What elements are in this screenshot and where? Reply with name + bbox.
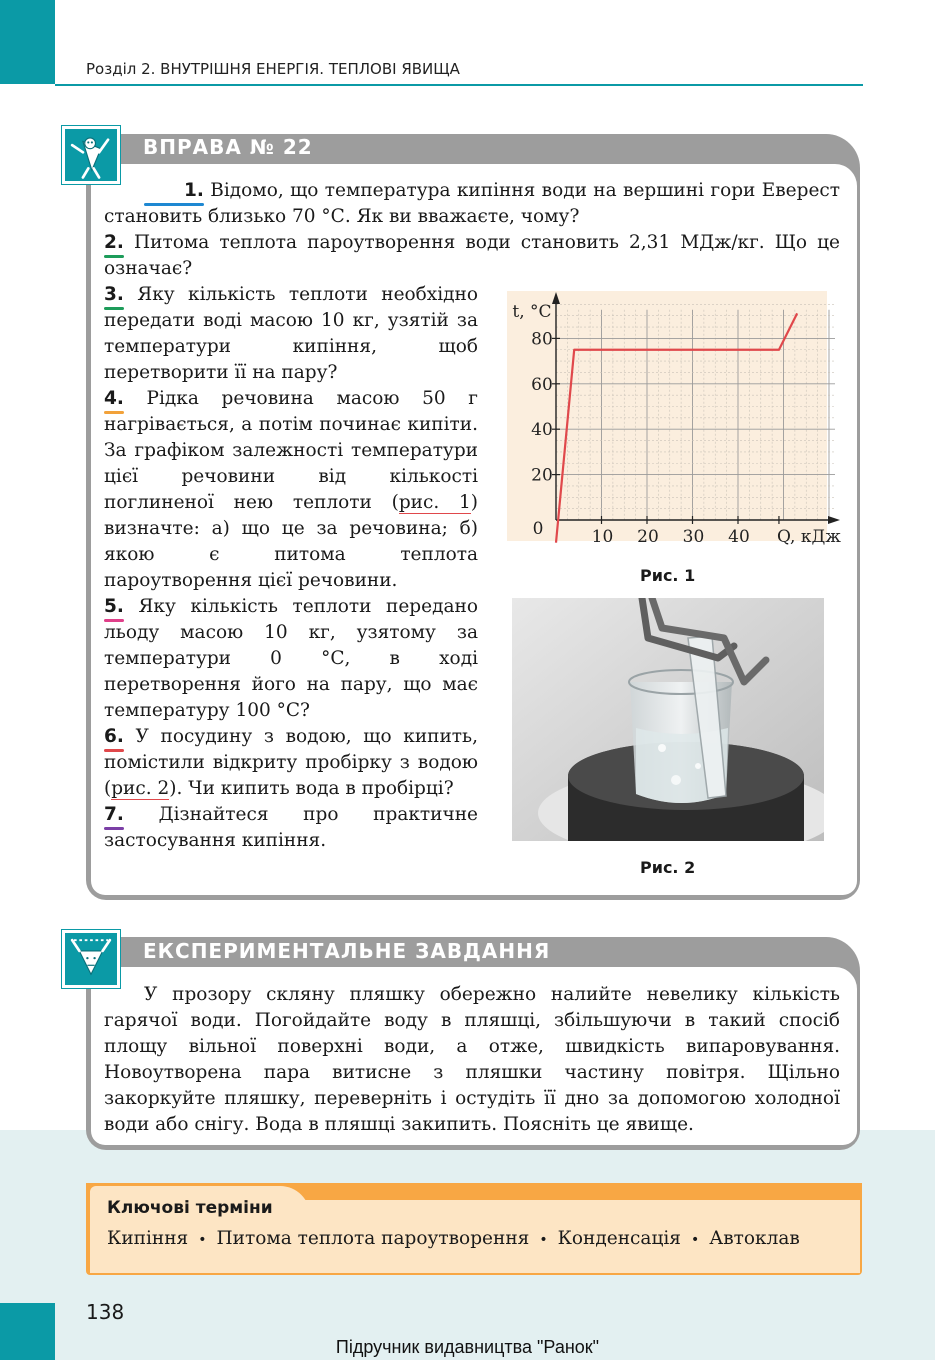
tasks-column xyxy=(104,282,478,854)
task-number: 6. xyxy=(104,724,124,750)
figure-2-caption: Рис. 2 xyxy=(640,858,696,877)
task-3: 3. Яку кількість теплоти необхідно передати воді масою 10 кг, узятій за температури кипіння, щоб перетворити її на пару? xyxy=(104,284,478,383)
key-term: Автоклав xyxy=(709,1228,800,1249)
publisher-credit: Підручник видавництва "Ранок" xyxy=(335,1337,600,1357)
x-tick-label: 20 xyxy=(637,527,659,547)
figure-1-link[interactable]: рис. 1 xyxy=(398,492,471,513)
task-number: 7. xyxy=(104,802,124,828)
experiment-text: У прозору скляну пляшку обережно налийте невелику кількість гарячої води. Погойдайте воду в пляшці, збільшуючи в такий спосіб площу вільної поверхні води, а отже, швидкість випаровування. Новоутворена пара витисне з пляшки частину повітря. Щільно закоркуйте пляшку, переверніть і остудіть її дно за допомогою холодної води або снігу. Вода в пляшці закипить. Поясніть це явище. xyxy=(104,984,840,1135)
x-tick-label: 40 xyxy=(728,527,750,547)
experiment-title: ЕКСПЕРИМЕНТАЛЬНЕ ЗАВДАННЯ xyxy=(143,939,551,963)
key-term: Конденсація xyxy=(557,1228,681,1249)
task-4: 4. Рідка речовина масою 50 г нагрівається, а потім починає кипіти. За графіком залежності температури цієї речовини від кількості поглиненої нею теплоти (рис. 1) визначте: а) що це за речовина; б) якою є питома теплота пароутворення цієї речовини. xyxy=(104,388,478,591)
x-tick-label: 30 xyxy=(682,527,705,547)
task-number: 3. xyxy=(104,282,124,308)
separator: • xyxy=(539,1232,548,1248)
task-1: 1. Відомо, що температура кипіння води на вершині гори Еверест становить близько 70 °С. Як ви вважаєте, чому? xyxy=(104,180,840,227)
origin-label: 0 xyxy=(532,519,544,539)
y-tick-label: 20 xyxy=(531,465,553,486)
figure-2-link[interactable]: рис. 2 xyxy=(111,778,170,799)
key-terms-title: Ключові терміни xyxy=(107,1198,273,1218)
exercise-title: ВПРАВА № 22 xyxy=(143,135,313,159)
tasks-full-width xyxy=(104,178,840,282)
y-axis-label: t, °С xyxy=(512,302,552,322)
task-7: 7. Дізнайтеся про практичне застосування кипіння. xyxy=(104,804,478,851)
figure-1-caption: Рис. 1 xyxy=(640,566,696,585)
y-tick-label: 40 xyxy=(531,420,553,441)
y-axis-arrow xyxy=(552,292,560,304)
y-tick-label: 60 xyxy=(531,374,553,395)
task-number: 5. xyxy=(104,594,124,620)
task-number: 2. xyxy=(104,230,124,256)
page-number: 138 xyxy=(86,1300,125,1324)
y-tick-label: 80 xyxy=(531,329,553,350)
header-rule xyxy=(55,84,863,86)
key-term: Кипіння xyxy=(107,1228,189,1249)
series-line xyxy=(556,313,797,542)
temperature-heat-chart xyxy=(500,288,845,552)
separator: • xyxy=(198,1232,207,1248)
key-term: Питома теплота пароутворення xyxy=(216,1228,530,1249)
running-head: Розділ 2. ВНУТРІШНЯ ЕНЕРГІЯ. ТЕПЛОВІ ЯВИЩА xyxy=(86,60,460,78)
chapter-tab-top xyxy=(0,0,55,84)
task-number: 1. xyxy=(144,178,204,204)
thinking-mascot-icon xyxy=(62,126,120,184)
task-number: 4. xyxy=(104,386,124,412)
experiment-mascot-icon xyxy=(62,930,120,988)
x-tick-label: 10 xyxy=(591,527,614,547)
boiling-test-tube-photo xyxy=(512,598,824,841)
task-5: 5. Яку кількість теплоти передано льоду масою 10 кг, узятому за температури 0 °С, в ході перетворення його на пару, що має температуру 100 °С? xyxy=(104,596,478,721)
x-axis-label: Q, кДж xyxy=(776,527,841,547)
separator: • xyxy=(690,1232,700,1248)
task-2: 2. Питома теплота пароутворення води становить 2,31 МДж/кг. Що це означає? xyxy=(104,232,840,279)
task-6: 6. У посудину з водою, що кипить, помістили відкриту пробірку з водою (рис. 2). Чи кипить вода в пробірці? xyxy=(104,726,478,799)
key-terms-list xyxy=(107,1228,800,1249)
x-axis-arrow xyxy=(828,516,840,524)
